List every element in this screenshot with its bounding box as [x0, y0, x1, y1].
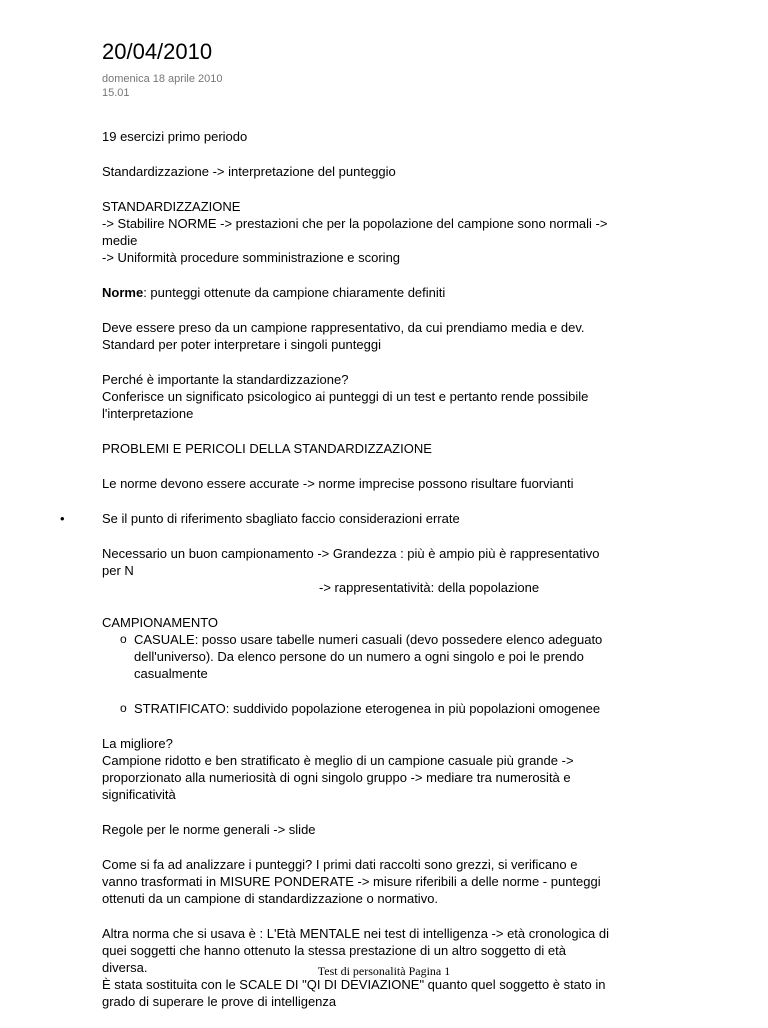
note-date: domenica 18 aprile 2010: [102, 73, 223, 85]
text-line: Perché è importante la standardizzazione?: [102, 372, 349, 387]
text-line: PROBLEMI E PERICOLI DELLA STANDARDIZZAZIONE: [102, 441, 432, 456]
note-time: 15.01: [102, 87, 130, 99]
page-footer: Test di personalità Pagina 1: [317, 964, 451, 978]
paragraph: [102, 856, 622, 907]
circle-bullet-icon: o: [120, 632, 127, 646]
paragraph: [102, 371, 622, 422]
text-line: La migliore?: [102, 736, 173, 751]
note-body: [60, 128, 622, 1028]
sub-bullet-item: [102, 700, 622, 717]
paragraph: [102, 475, 622, 492]
paragraph: [102, 284, 622, 301]
text-line: Conferisce un significato psicologico ai punteggi di un test e pertanto rende possibile: [102, 389, 589, 404]
text-line: [102, 284, 622, 301]
text-line: Le norme devono essere accurate -> norme imprecise possono risultare fuorvianti: [102, 476, 574, 491]
text-line: ottenuti da un campione di standardizzazione o normativo.: [102, 891, 439, 906]
text-line: CASUALE: posso usare tabelle numeri casuali (devo possedere elenco adeguato: [134, 632, 603, 647]
text-line: significatività: [102, 787, 176, 802]
paragraph: [102, 198, 622, 266]
text-line: Altra norma che si usava è : L'Età MENTALE nei test di intelligenza -> età cronologica di: [102, 926, 609, 941]
text-line: diversa.: [102, 960, 148, 975]
text-line: È stata sostituita con le SCALE DI "QI DI DEVIAZIONE" quanto quel soggetto è stato in: [102, 977, 606, 992]
text-line: 19 esercizi primo periodo: [102, 129, 248, 144]
text-line: Come si fa ad analizzare i punteggi? I primi dati raccolti sono grezzi, si verificano e: [102, 857, 578, 872]
text-line: Standard per poter interpretare i singoli punteggi: [102, 337, 381, 352]
text-line: -> rappresentatività: della popolazione: [319, 580, 540, 595]
text-line: Campione ridotto e ben stratificato è meglio di un campione casuale più grande ->: [102, 753, 574, 768]
text-line: casualmente: [134, 666, 208, 681]
sub-bullet-item: [102, 631, 622, 682]
paragraph: [102, 163, 622, 180]
text-line: CAMPIONAMENTO: [102, 615, 219, 630]
text-line: Standardizzazione -> interpretazione del punteggio: [102, 164, 396, 179]
text-line: Se il punto di riferimento sbagliato faccio considerazioni errate: [102, 511, 460, 526]
text-span: : punteggi ottenute da campione chiaramente definiti: [143, 285, 446, 300]
text-line: STRATIFICATO: suddivido popolazione eterogenea in più popolazioni omogenee: [134, 701, 601, 716]
paragraph: [102, 319, 622, 353]
text-line: grado di superare le prove di intelligenza: [102, 994, 337, 1009]
text-line: medie: [102, 233, 138, 248]
text-line: STANDARDIZZAZIONE: [102, 199, 241, 214]
text-line: vanno trasformati in MISURE PONDERATE -> misure riferibili a delle norme - punteggi: [102, 874, 601, 889]
text-line: quei soggetti che hanno ottenuto la stessa prestazione di un altro soggetto di età: [102, 943, 566, 958]
circle-bullet-icon: o: [120, 701, 127, 715]
paragraph: [102, 735, 622, 803]
text-line: l'interpretazione: [102, 406, 194, 421]
text-line: dell'universo). Da elenco persone do un numero a ogni singolo e poi le prendo: [134, 649, 584, 664]
bullet-icon: •: [60, 511, 65, 526]
page-title: 20/04/2010: [102, 39, 213, 64]
text-line: Regole per le norme generali -> slide: [102, 822, 316, 837]
paragraph: [102, 545, 622, 596]
paragraph: [102, 440, 622, 457]
text-line: Deve essere preso da un campione rappresentativo, da cui prendiamo media e dev.: [102, 320, 585, 335]
paragraph: [102, 128, 622, 145]
text-line: per N: [102, 563, 134, 578]
paragraph: [102, 821, 622, 838]
text-line: proporzionato alla numeriosità di ogni singolo gruppo -> mediare tra numerosità e: [102, 770, 571, 785]
text-line: -> Uniformità procedure somministrazione e scoring: [102, 250, 401, 265]
paragraph: [102, 614, 622, 631]
text-line: -> Stabilire NORME -> prestazioni che per la popolazione del campione sono normali ->: [102, 216, 608, 231]
bullet-item: [60, 510, 622, 527]
bold-term: Norme: [102, 285, 144, 300]
text-line: Necessario un buon campionamento -> Grandezza : più è ampio più è rappresentativo: [102, 546, 600, 561]
